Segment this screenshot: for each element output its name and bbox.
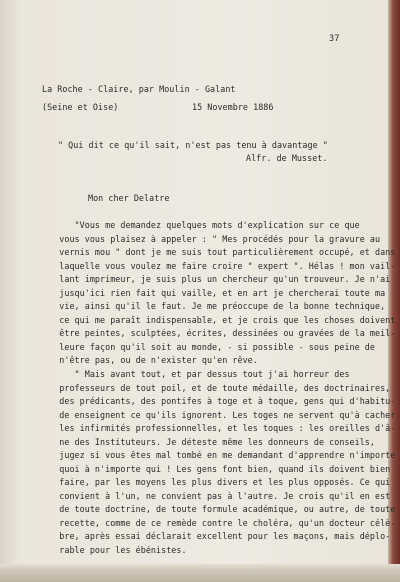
letter-place: La Roche - Claire, par Moulin - Galant: [42, 84, 236, 94]
body-line: ne des Instituteurs. Je déteste même les donneurs de conseils,: [44, 436, 375, 447]
body-line: lant imprimeur, je suis plus un chercheur qu'un trouveur. Je n'ai: [44, 274, 391, 284]
epigraph-quote: " Qui dit ce qu'il sait, n'est pas tenu à davantage ": [58, 140, 328, 150]
body-line: de toute doctrine, de toute formule académique, ou autre, de toute: [44, 504, 396, 514]
letter-date: 15 Novembre 1886: [192, 102, 274, 112]
body-line: convient à l'un, ne convient pas à l'autre. Je crois qu'il en est: [44, 490, 391, 501]
body-line: " Mais avant tout, et par dessus tout j'ai horreur des: [44, 369, 350, 379]
body-line: faire, par les moyens les plus divers et les plus opposés. Ce qui: [44, 477, 391, 487]
body-line: n'être pas, ou de n'exister qu'en rêve.: [44, 355, 258, 365]
body-line: jusqu'ici rien fait qui vaille, et en art je chercherai toute ma: [44, 287, 386, 298]
page-number: 37: [329, 34, 340, 44]
epigraph-attribution: Alfr. de Musset.: [246, 153, 328, 163]
body-line: des prédicants, des pontifes à toge et à toque, gens qui d'habitu-: [44, 396, 396, 406]
body-line: de enseignent ce qu'ils ignorent. Les toges ne servent qu'à cacher: [44, 409, 396, 420]
body-line: vernis mou " dont je me suis tout particulièrement occupé, et dans: [44, 247, 396, 257]
body-line: les infirmités professionnelles, et les toques : les oreilles d'â-: [44, 423, 396, 433]
body-line: bre, après essai déclarait excellent pour les maçons, mais déplo-: [44, 531, 391, 541]
body-line: recette, comme de ce remède contre le choléra, qu'un docteur célè-: [44, 517, 396, 528]
body-line: laquelle vous voulez me faire croire " expert ". Hélas ! mon vail-: [44, 260, 396, 271]
letter-region: (Seine et Oise): [42, 102, 119, 112]
body-line: jugez si vous êtes mal tombé en me demandant d'apprendre n'importe: [44, 450, 396, 460]
body-line: vous vous plaisez à appeler : " Mes procédés pour la gravure au: [44, 233, 381, 244]
body-line: professeurs de tout poil, et de toute médaille, des doctrinaires,: [44, 382, 391, 393]
body-line: vie, ainsi qu'il le faut. Je me préoccupe de la bonne technique,: [44, 301, 386, 311]
body-line: leure façon qu'il soit au monde, - si possible - sous peine de: [44, 341, 375, 352]
body-line: ce qui me paraît indispensable, et je crois que les choses doivent: [44, 314, 396, 325]
body-line: "Vous me demandez quelques mots d'explication sur ce que: [44, 220, 360, 230]
letter-greeting: Mon cher Delatre: [88, 193, 170, 203]
body-line: quoi à n'importe qui ! Les gens font bien, quand ils doivent bien: [44, 463, 391, 474]
page-bottom-edge: [0, 564, 400, 582]
body-line: être peintes, sculptées, écrites, dessinées ou gravées de la meil-: [44, 328, 396, 338]
body-line: rable pour les ébénistes.: [44, 544, 187, 555]
